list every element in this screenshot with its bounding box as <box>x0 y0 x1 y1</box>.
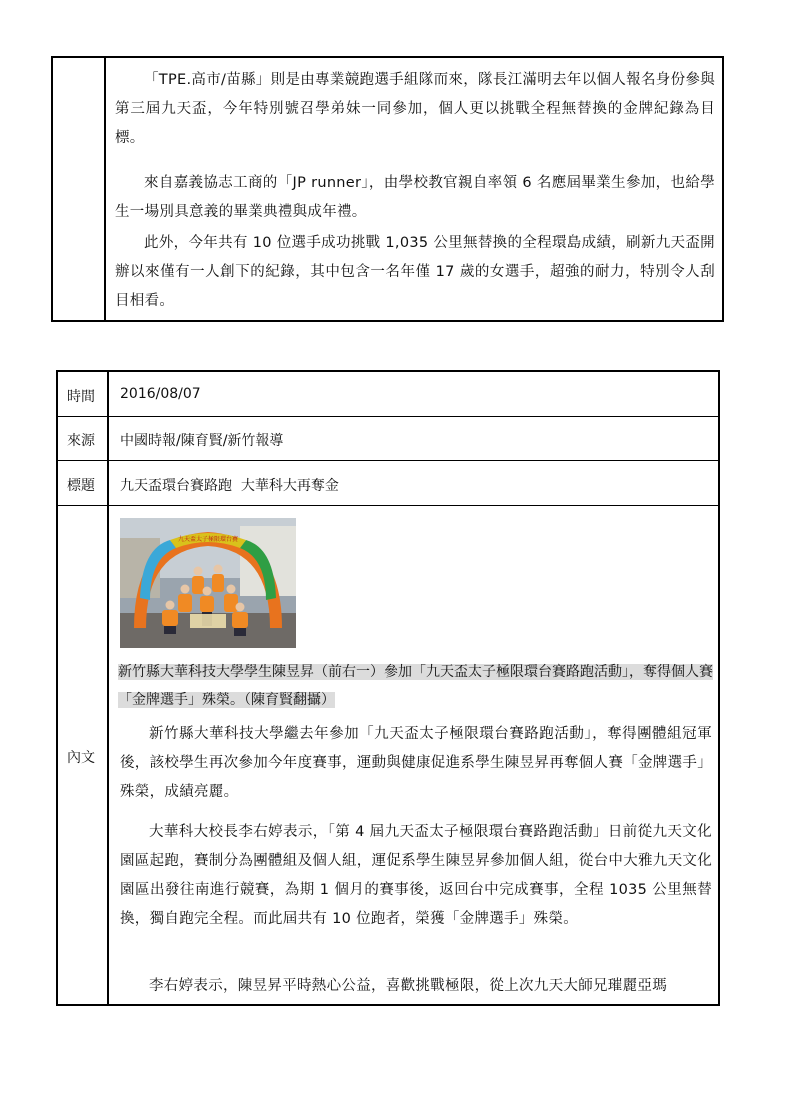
top-table <box>51 56 724 322</box>
photo-caption-text: 新竹縣大華科技大學學生陳昱昇（前右一）參加「九天盃太子極限環台賽路跑活動」，奪得個人賽「金牌選手」殊榮。（陳育賢翻攝） <box>118 664 713 708</box>
source-label: 來源 <box>67 433 95 449</box>
top-paragraph-3: 此外，今年共有 10 位選手成功挑戰 1,035 公里無替換的全程環島成績，刷新九天盃開辦以來僅有一人創下的紀錄，其中包含一名年僅 17 歲的女選手，超強的耐力，特別令人刮目相看。 <box>115 235 715 309</box>
photo-caption <box>118 658 713 714</box>
row-divider-1 <box>58 416 718 417</box>
news-photo <box>120 518 296 648</box>
time-value: 2016/08/07 <box>120 386 201 402</box>
article-paragraph-1: 新竹縣大華科技大學繼去年參加「九天盃太子極限環台賽路跑活動」，奪得團體組冠軍後，該校學生再次參加今年度賽事，運動與健康促進系學生陳昱昇再奪個人賽「金牌選手」殊榮，成績亮麗。 <box>120 726 712 800</box>
source-value: 中國時報/陳育賢/新竹報導 <box>120 433 284 449</box>
label-column-divider <box>107 372 109 1004</box>
title-value: 九天盃環台賽路跑 大華科大再奪金 <box>120 478 339 494</box>
top-paragraph-1: 「TPE.高市/苗縣」則是由專業競跑選手組隊而來，隊長江滿明去年以個人報名身份參與第三屆九天盃，今年特別號召學弟妹一同參加，個人更以挑戰全程無替換的金牌紀錄為目標。 <box>115 72 715 146</box>
arch-banner-text: 九天盃太子極限環台賽 <box>177 536 239 543</box>
row-divider-2 <box>58 460 718 461</box>
row-divider-3 <box>58 505 718 506</box>
content-label: 內文 <box>67 750 95 766</box>
news-photo-illustration <box>120 518 296 648</box>
time-label: 時間 <box>67 389 95 405</box>
article-table <box>56 370 720 1006</box>
article-paragraph-2: 大華科大校長李右婷表示，「第 4 屆九天盃太子極限環台賽路跑活動」日前從九天文化園區起跑，賽制分為團體組及個人組，運促系學生陳昱昇參加個人組，從台中大雅九天文化園區出發往南進行競賽，為期 1 個月的賽事後，返回台中完成賽事，全程 1035 公里無替換，獨自跑完全程。而此屆共有 10 位跑者，榮獲「金牌選手」殊榮。 <box>120 824 712 927</box>
top-paragraph-2: 來自嘉義協志工商的「JP runner」，由學校教官親自率領 6 名應屆畢業生參加，也給學生一場別具意義的畢業典禮與成年禮。 <box>115 175 715 220</box>
article-paragraph-3: 李右婷表示，陳昱昇平時熱心公益，喜歡挑戰極限，從上次九天大師兄璀麗亞瑪 <box>149 978 667 994</box>
top-table-divider <box>104 58 106 320</box>
title-label: 標題 <box>67 478 95 494</box>
